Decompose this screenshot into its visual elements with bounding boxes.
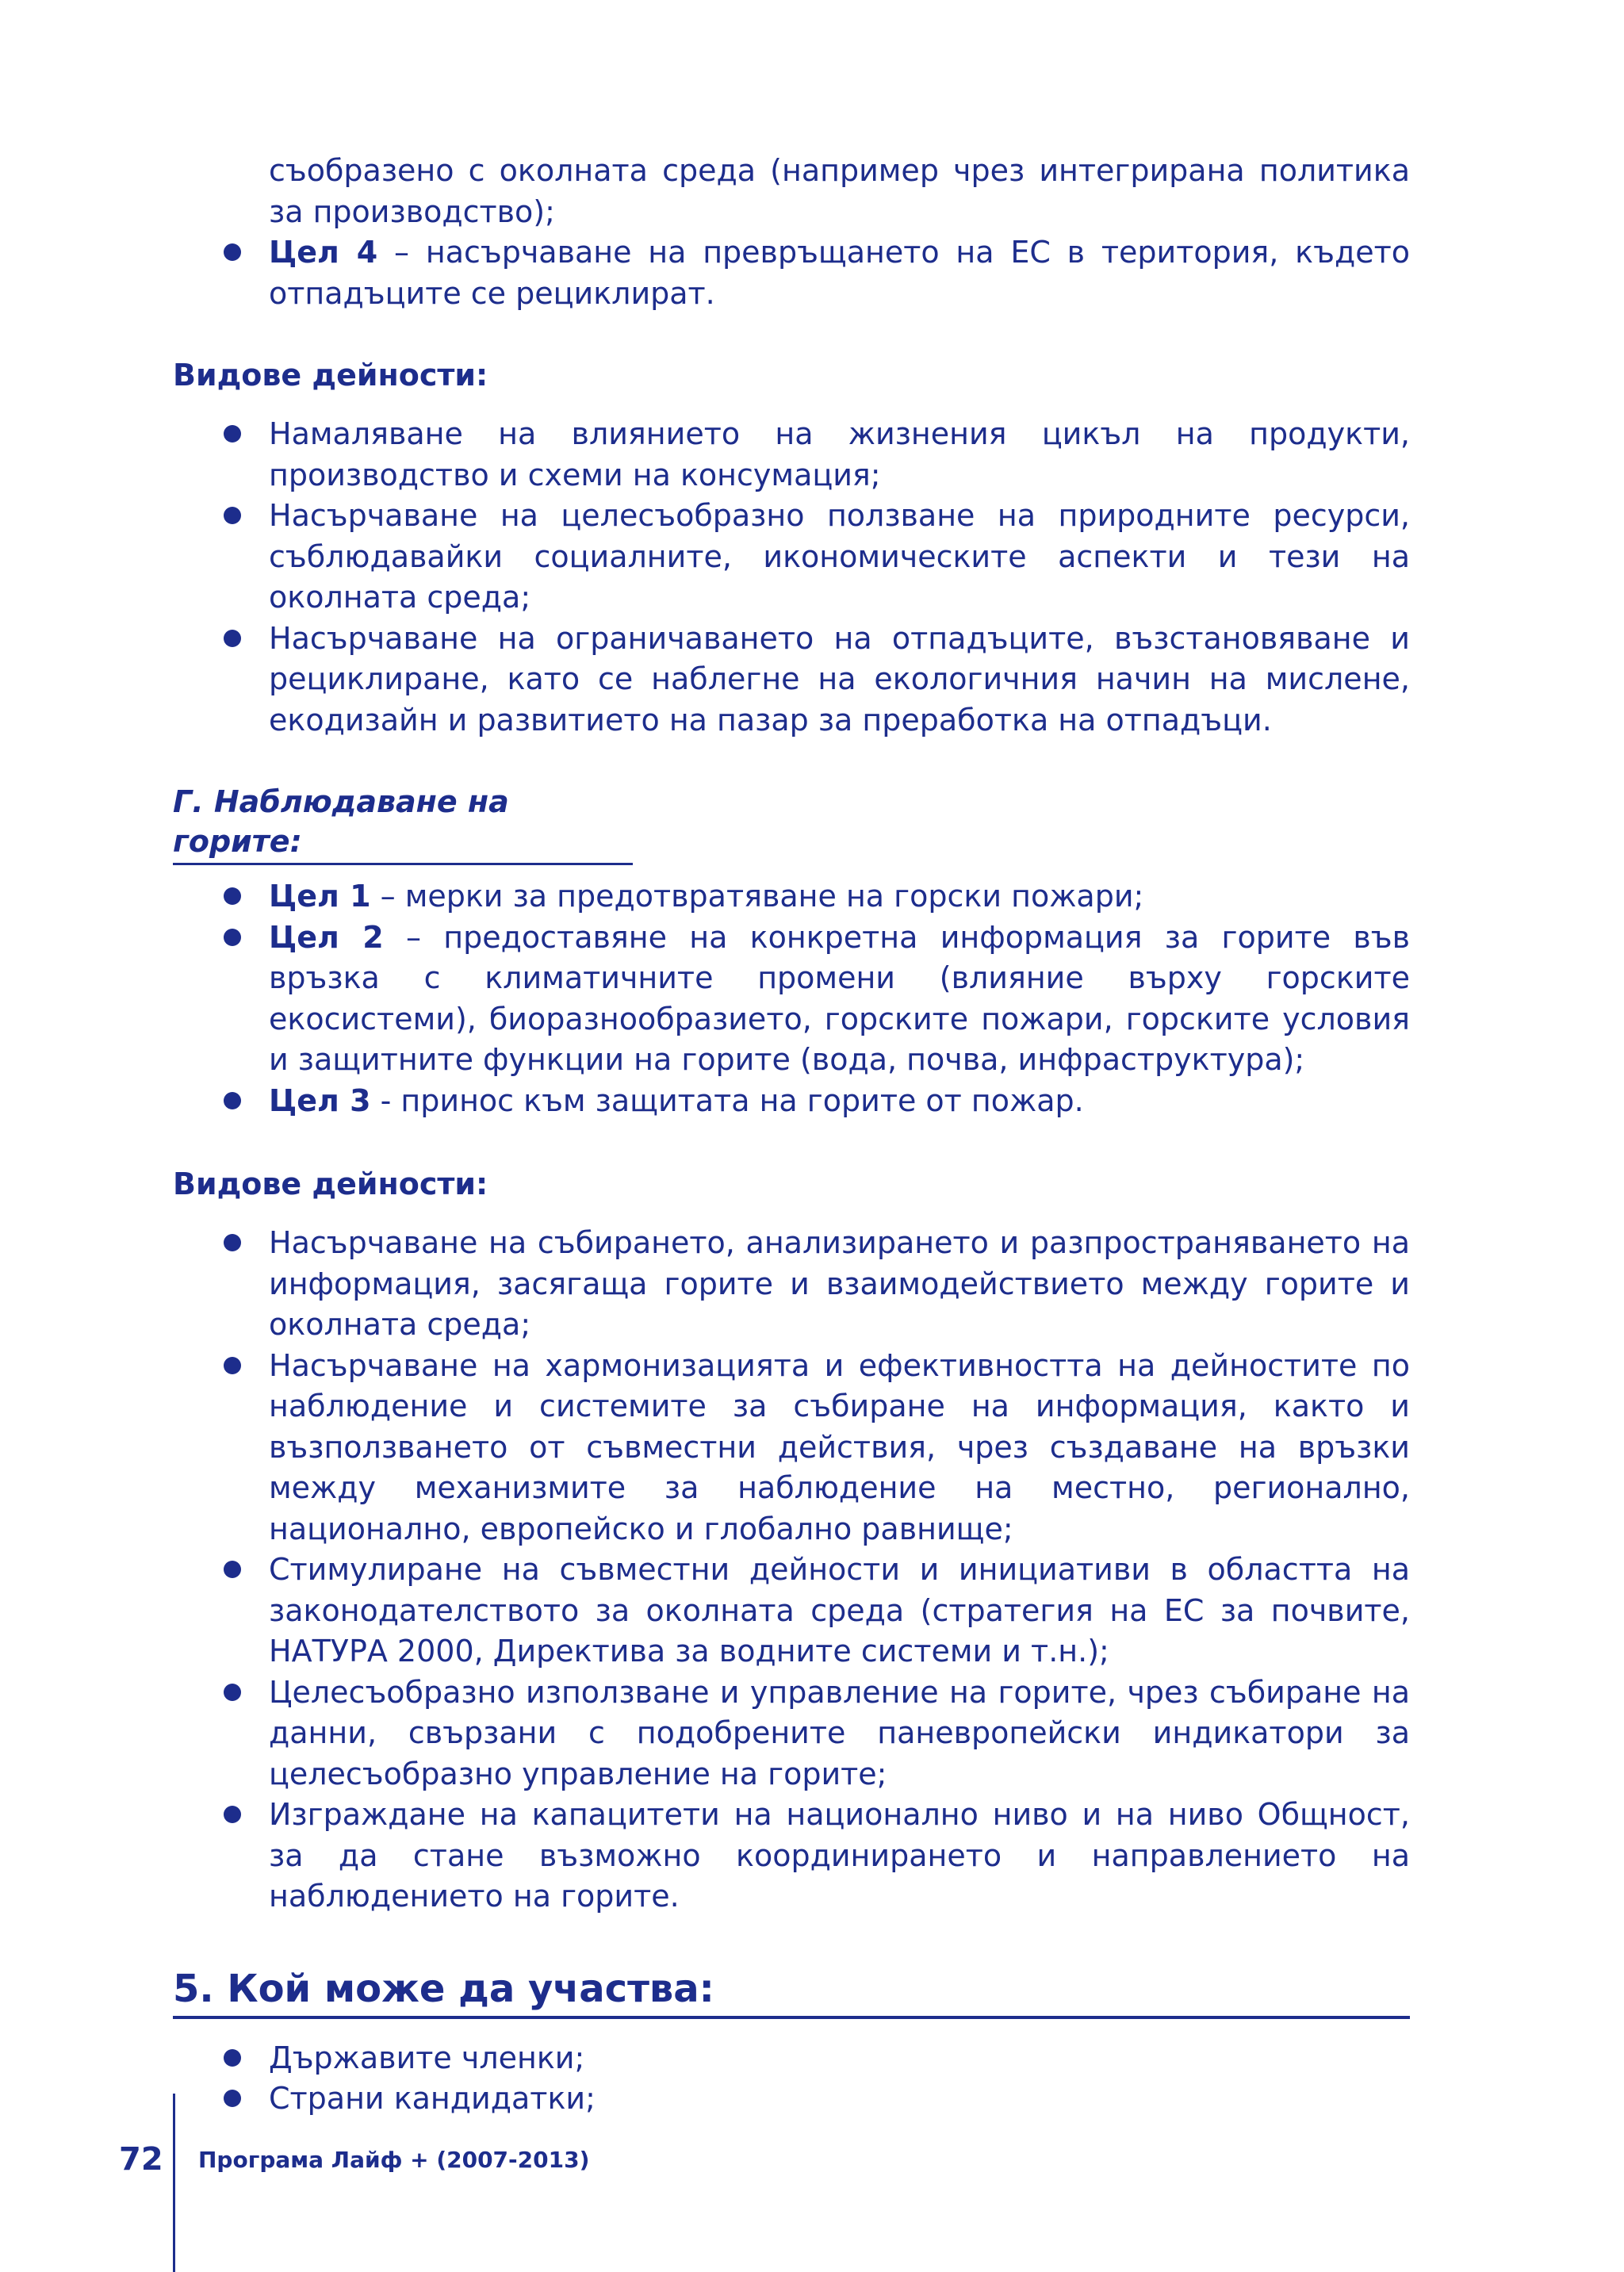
list-item — [173, 1223, 1410, 1346]
bullet-icon — [224, 1092, 241, 1109]
list-item — [173, 1081, 1410, 1122]
list-item — [173, 2038, 1410, 2079]
list-item — [173, 2079, 1410, 2120]
activities-heading: Видове дейности: — [173, 1167, 488, 1201]
goal-label: Цел 4 — [269, 235, 378, 270]
activity-text: Целесъобразно използване и управление на горите, чрез събиране на данни, свързани с подобрените паневропейски индикатори за целесъобразно управление на горите; — [269, 1674, 1410, 1791]
page-number: 72 — [119, 2141, 163, 2178]
activity-text: Насърчаване на събирането, анализирането и разпространяването на информация, засягаща горите и взаимодействието между горите и околната среда; — [269, 1225, 1410, 1342]
list-item — [173, 1346, 1410, 1550]
list-item — [173, 1550, 1410, 1672]
list-item — [173, 1672, 1410, 1795]
activities-list-2 — [173, 1223, 1410, 1918]
activities-heading: Видове дейности: — [173, 358, 488, 393]
bullet-icon — [224, 243, 241, 261]
list-item — [173, 414, 1410, 496]
activity-text: Изграждане на капацитети на национално ниво и на ниво Общност, за да стане възможно координирането и направлението на наблюдението на горите. — [269, 1797, 1410, 1914]
bullet-icon — [224, 1234, 241, 1251]
bullet-icon — [224, 887, 241, 905]
goal-text: – насърчаване на превръщането на ЕС в територия, където отпадъците се рециклират. — [269, 235, 1410, 311]
page-content — [173, 151, 1410, 2120]
intro-continuation: съобразено с околната среда (например чрез интегрирана политика за производство); — [269, 153, 1410, 229]
bullet-icon — [224, 425, 241, 443]
bullet-icon — [224, 630, 241, 647]
footer-title: Програма Лайф + (2007-2013) — [198, 2147, 590, 2173]
bullet-icon — [224, 1357, 241, 1374]
list-item — [173, 876, 1410, 918]
goal-label: Цел 2 — [269, 919, 384, 955]
footer-divider — [173, 2094, 175, 2272]
goal-text: – мерки за предотвратяване на горски пожари; — [370, 879, 1144, 914]
activity-text: Насърчаване на хармонизацията и ефективността на дейностите по наблюдение и системите за събиране на информация, както и възползването от съвместни действия, чрез създаване на връзки между механизмите за наблюдение на местно, регионално, национално, европейско и глобално равнище; — [269, 1347, 1410, 1546]
goal-label: Цел 3 — [269, 1082, 371, 1118]
activity-text: Насърчаване на целесъобразно ползване на природните ресурси, съблюдавайки социалните, икономическите аспекти и тези на околната среда; — [269, 498, 1410, 615]
bullet-icon — [224, 1561, 241, 1578]
goal-label: Цел 1 — [269, 879, 371, 914]
bullet-icon — [224, 929, 241, 946]
section-heading: Г. Наблюдаване на горите: — [173, 782, 633, 865]
goal-text: - принос към защитата на горите от пожар. — [370, 1082, 1084, 1118]
section-heading: 5. Кой може да участва: — [173, 1965, 1410, 2019]
activity-text: Насърчаване на ограничаването на отпадъците, възстановяване и рециклиране, като се наблегне на екологичния начин на мислене, екодизайн и развитието на пазар за преработка на отпадъци. — [269, 620, 1410, 738]
bullet-icon — [224, 2049, 241, 2067]
participant-text: Страни кандидатки; — [269, 2081, 596, 2116]
list-item — [173, 496, 1410, 619]
list-item — [173, 1795, 1410, 1918]
activity-text: Намаляване на влиянието на жизнения цикъл на продукти, производство и схеми на консумация; — [269, 416, 1410, 492]
bullet-icon — [224, 507, 241, 524]
activities-list-1 — [173, 414, 1410, 741]
participant-text: Държавите членки; — [269, 2040, 585, 2075]
bullet-icon — [224, 1806, 241, 1823]
goals-g-list — [173, 876, 1410, 1121]
goal-text: – предоставяне на конкретна информация за горите във връзка с климатичните промени (влияние върху горските екосистеми), биоразнообразието, горските пожари, горските условия и защитните функции на горите (вода, почва, инфраструктура); — [269, 919, 1410, 1077]
list-item — [173, 619, 1410, 741]
bullet-icon — [224, 1684, 241, 1701]
bullet-icon — [224, 2090, 241, 2107]
list-item — [173, 232, 1410, 314]
participants-list — [173, 2038, 1410, 2120]
goals-intro-list — [173, 232, 1410, 314]
activity-text: Стимулиране на съвместни дейности и инициативи в областта на законодателството за околната среда (стратегия на ЕС за почвите, НАТУРА 2000, Директива за водните системи и т.н.); — [269, 1552, 1410, 1669]
list-item — [173, 918, 1410, 1081]
